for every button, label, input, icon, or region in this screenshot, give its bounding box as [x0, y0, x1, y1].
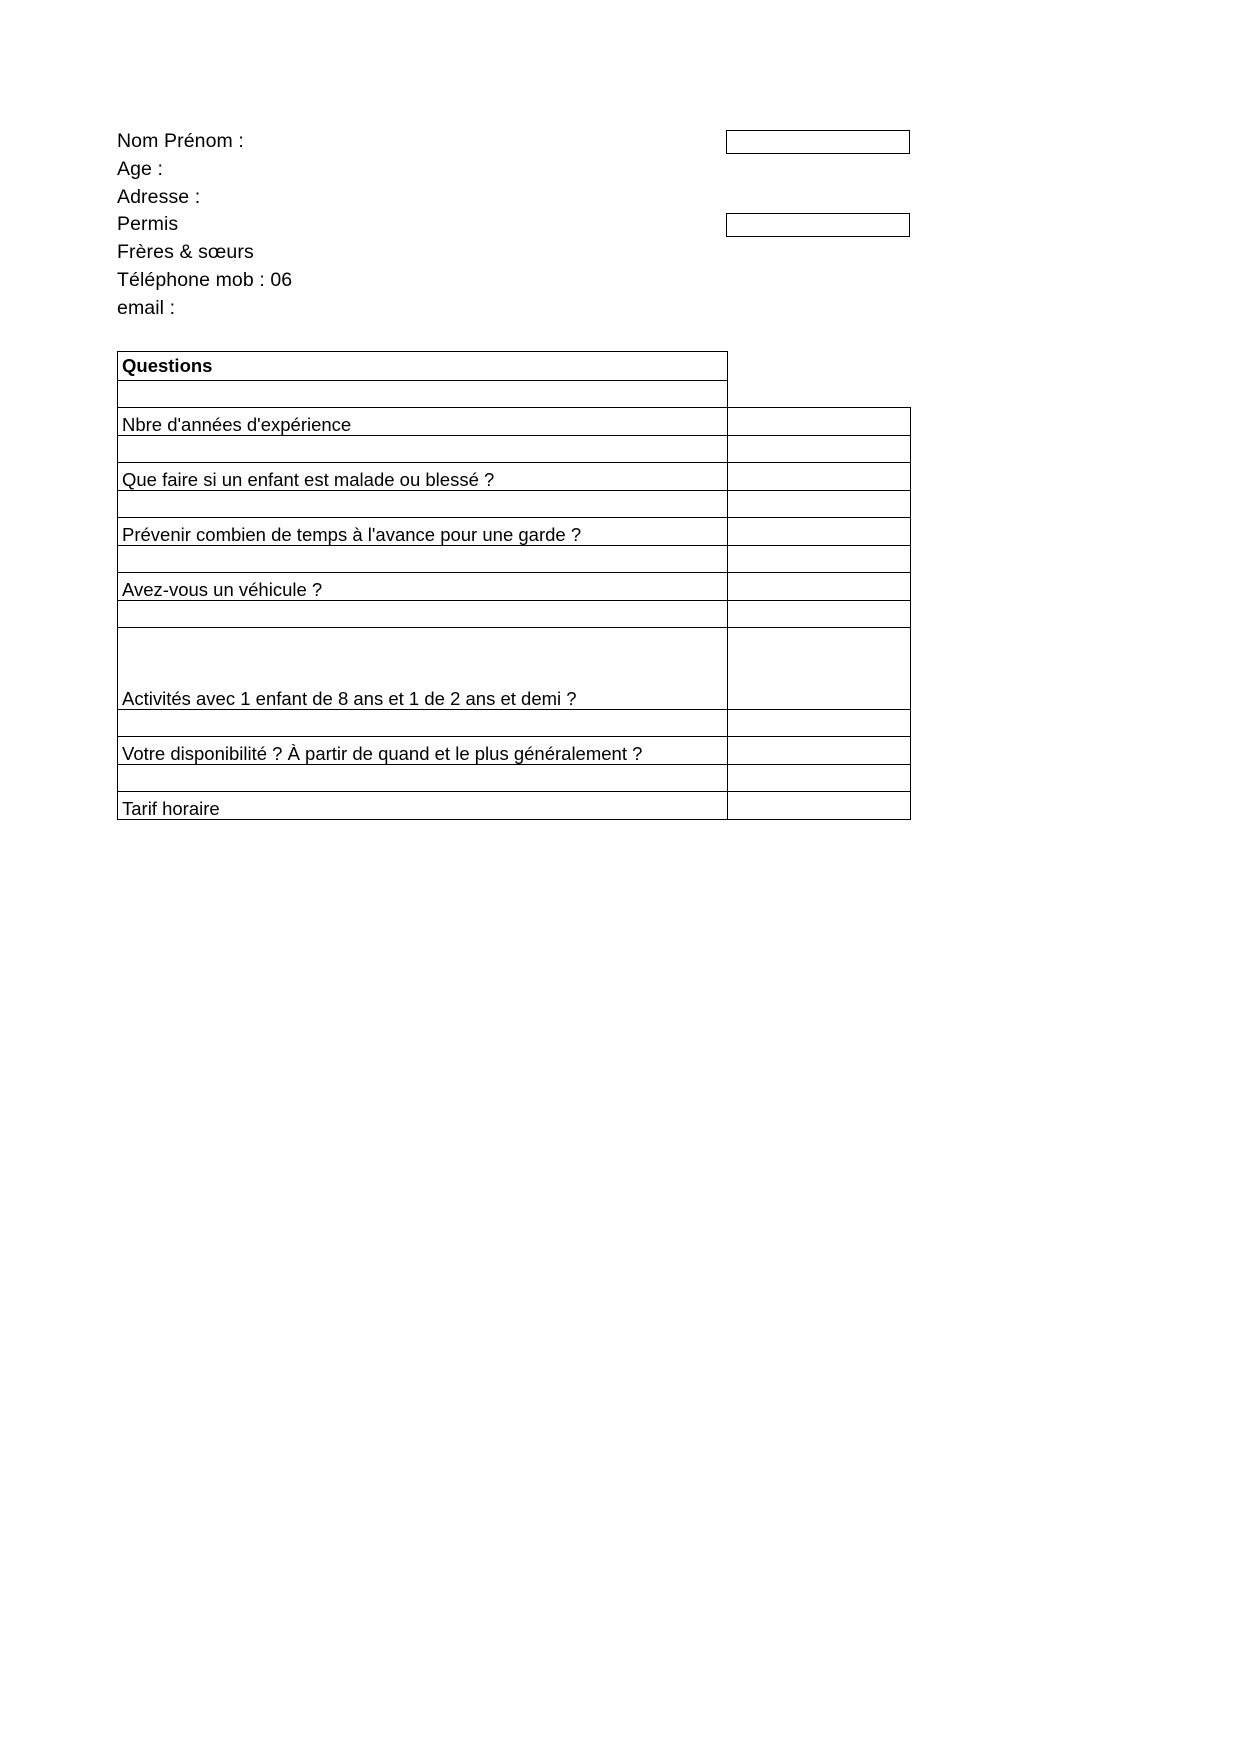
table-row — [118, 491, 911, 518]
column-header-answers-empty — [728, 352, 911, 381]
question-spacer-cell[interactable] — [118, 491, 728, 518]
question-spacer-cell[interactable] — [118, 546, 728, 573]
table-row — [118, 792, 911, 820]
table-row — [118, 737, 911, 765]
column-header-questions: Questions — [118, 352, 728, 381]
table-row — [118, 601, 911, 628]
field-label-permis: Permis — [117, 213, 179, 236]
question-spacer-cell[interactable] — [118, 601, 728, 628]
table-row — [118, 518, 911, 546]
question-spacer-cell[interactable] — [118, 381, 728, 408]
field-label-nom-prenom: Nom Prénom : — [117, 130, 244, 152]
answer-cell-tarif-horaire[interactable] — [728, 792, 911, 820]
answer-spacer-cell[interactable] — [728, 765, 911, 792]
table-row — [118, 408, 911, 436]
table-row — [118, 628, 911, 710]
question-cell-prevenir-avance: Prévenir combien de temps à l'avance pour une garde ? — [118, 518, 728, 546]
table-row — [118, 573, 911, 601]
answer-spacer-empty — [728, 381, 911, 408]
field-label-email: email : — [117, 296, 176, 319]
answer-cell-experience[interactable] — [728, 408, 911, 436]
field-label-telephone: Téléphone mob : 06 — [117, 268, 293, 291]
answer-cell-prevenir-avance[interactable] — [728, 518, 911, 546]
answer-spacer-cell[interactable] — [728, 710, 911, 737]
question-spacer-cell[interactable] — [118, 436, 728, 463]
answer-cell-disponibilite[interactable] — [728, 737, 911, 765]
answer-cell-enfant-malade[interactable] — [728, 463, 911, 491]
table-row — [118, 463, 911, 491]
permis-answer-box[interactable] — [726, 213, 910, 237]
answer-spacer-cell[interactable] — [728, 546, 911, 573]
table-row — [118, 546, 911, 573]
field-label-age: Age : — [117, 157, 164, 180]
table-row — [118, 710, 911, 737]
table-row — [118, 436, 911, 463]
questions-table-body — [118, 352, 911, 820]
question-cell-vehicule: Avez-vous un véhicule ? — [118, 573, 728, 601]
question-cell-activites: Activités avec 1 enfant de 8 ans et 1 de 2 ans et demi ? — [118, 628, 728, 710]
answer-cell-vehicule[interactable] — [728, 573, 911, 601]
field-label-freres-soeurs: Frères & sœurs — [117, 241, 254, 264]
question-spacer-cell[interactable] — [118, 765, 728, 792]
identity-header — [117, 128, 677, 323]
question-cell-disponibilite: Votre disponibilité ? À partir de quand et le plus généralement ? — [118, 737, 728, 765]
question-cell-experience: Nbre d'années d'expérience — [118, 408, 728, 436]
field-label-adresse: Adresse : — [117, 185, 201, 208]
question-cell-enfant-malade: Que faire si un enfant est malade ou blessé ? — [118, 463, 728, 491]
question-cell-tarif-horaire: Tarif horaire — [118, 792, 728, 820]
questions-table — [117, 351, 911, 820]
answer-spacer-cell[interactable] — [728, 491, 911, 518]
nom-prenom-answer-box[interactable] — [726, 130, 910, 154]
answer-cell-activites[interactable] — [728, 628, 911, 710]
answer-spacer-cell[interactable] — [728, 436, 911, 463]
table-row — [118, 381, 911, 408]
question-spacer-cell[interactable] — [118, 710, 728, 737]
table-row-header — [118, 352, 911, 381]
table-row — [118, 765, 911, 792]
answer-spacer-cell[interactable] — [728, 601, 911, 628]
